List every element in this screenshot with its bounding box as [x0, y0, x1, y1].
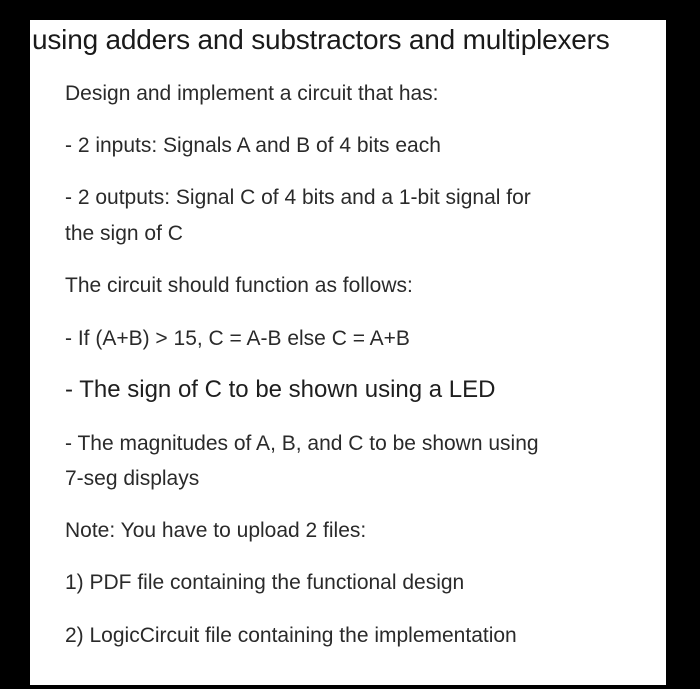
- intro-line: Design and implement a circuit that has:: [65, 82, 439, 105]
- outputs-line: - 2 outputs: Signal C of 4 bits and a 1-bit signal for: [65, 186, 531, 209]
- page-title: using adders and substractors and multiplexers: [32, 24, 610, 55]
- logiccircuit-file-line: 2) LogicCircuit file containing the implementation: [65, 624, 517, 647]
- pdf-file-line: 1) PDF file containing the functional design: [65, 571, 465, 594]
- condition-line: - If (A+B) > 15, C = A-B else C = A+B: [65, 327, 410, 350]
- sign-led-line: - The sign of C to be shown using a LED: [65, 376, 496, 403]
- document-page: [30, 20, 666, 685]
- note-line: Note: You have to upload 2 files:: [65, 519, 367, 542]
- function-heading: The circuit should function as follows:: [65, 274, 413, 297]
- inputs-line: - 2 inputs: Signals A and B of 4 bits each: [65, 134, 441, 157]
- magnitudes-line: - The magnitudes of A, B, and C to be shown using: [65, 432, 539, 455]
- magnitudes-line-continued: 7-seg displays: [65, 467, 200, 490]
- outputs-line-continued: the sign of C: [65, 222, 183, 245]
